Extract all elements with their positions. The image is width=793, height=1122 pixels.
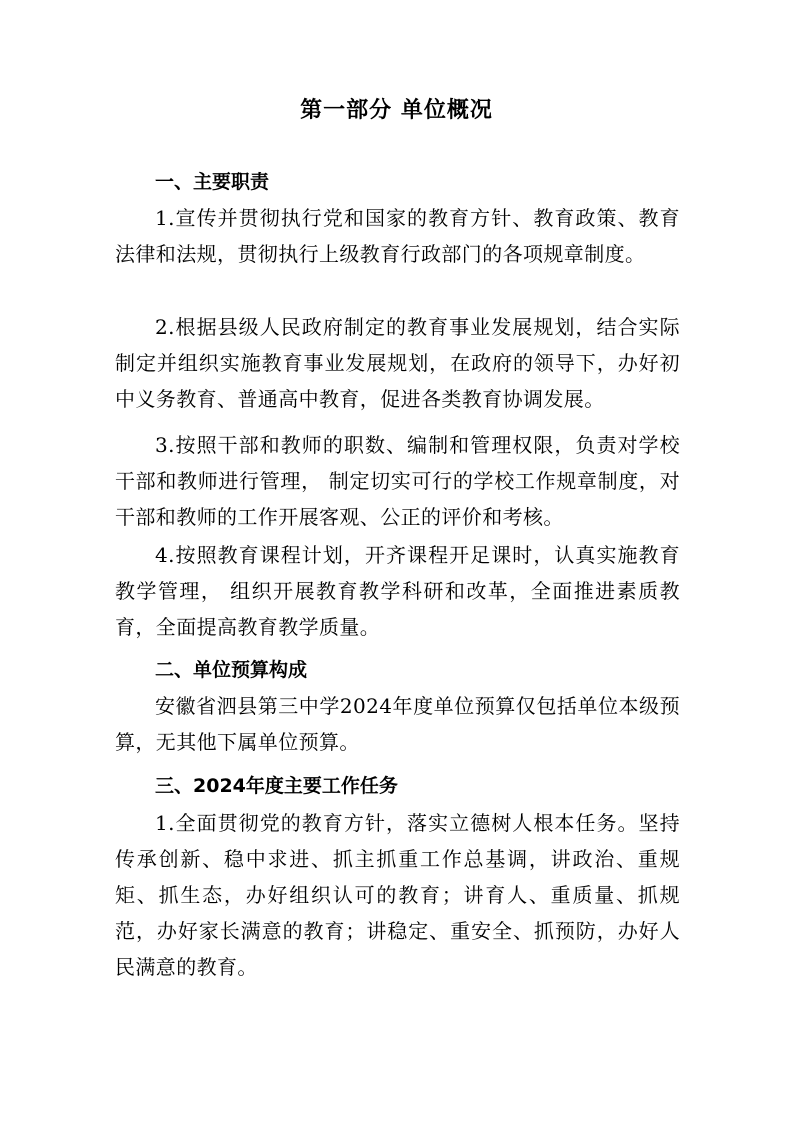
section-heading-budget: 二、单位预算构成 <box>155 659 308 681</box>
duty-item-4: 4.按照教育课程计划，开齐课程开足课时，认真实施教育教学管理， 组织开展教育教学科研和改革，全面推进素质教育，全面提高教育教学质量。 <box>115 543 680 639</box>
page-title: 第一部分 单位概况 <box>300 98 493 123</box>
section-heading-tasks: 三、2024年度主要工作任务 <box>155 775 398 797</box>
duty-item-3: 3.按照干部和教师的职数、编制和管理权限，负责对学校干部和教师进行管理， 制定切实可行的学校工作规章制度，对干部和教师的工作开展客观、公正的评价和考核。 <box>115 433 680 529</box>
budget-composition-text: 安徽省泗县第三中学2024年度单位预算仅包括单位本级预算，无其他下属单位预算。 <box>115 694 680 754</box>
tasks-item-1: 1.全面贯彻党的教育方针，落实立德树人根本任务。坚持传承创新、稳中求进、抓主抓重工作总基调，讲政治、重规矩、抓生态，办好组织认可的教育；讲育人、重质量、抓规范，办好家长满意的教育；讲稳定、重安全、抓预防，办好人民满意的教育。 <box>115 811 680 979</box>
duty-item-1: 1.宣传并贯彻执行党和国家的教育方针、教育政策、教育法律和法规，贯彻执行上级教育行政部门的各项规章制度。 <box>115 206 680 266</box>
duty-item-2: 2.根据县级人民政府制定的教育事业发展规划，结合实际制定并组织实施教育事业发展规划，在政府的领导下，办好初中义务教育、普通高中教育，促进各类教育协调发展。 <box>115 315 680 411</box>
section-heading-duties: 一、主要职责 <box>155 171 270 193</box>
